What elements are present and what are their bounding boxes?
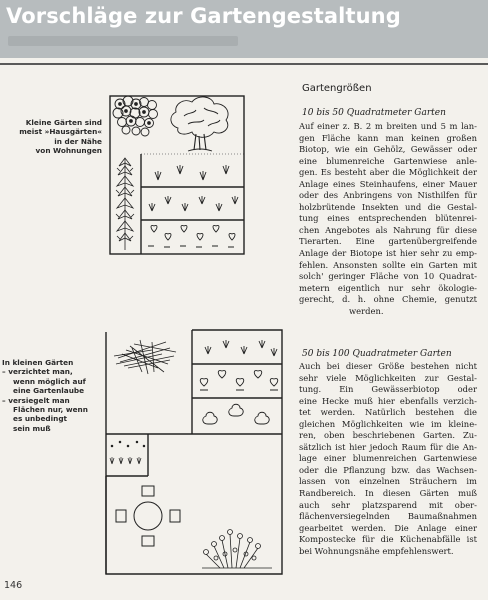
section-heading: Gartengrößen bbox=[302, 83, 372, 94]
text-line: oder die Pflanzung bzw. das Wachsen- bbox=[299, 464, 477, 475]
plant-row-seedlings-icon bbox=[149, 196, 238, 211]
caption-line: – versiegelt man bbox=[2, 395, 70, 405]
body-text-section-1 bbox=[299, 121, 477, 317]
caption-line: – verzichtet man, bbox=[2, 367, 73, 377]
caption-line: von Wohnungen bbox=[35, 146, 102, 156]
text-line: tung eines entsprechenden blütenrei- bbox=[299, 213, 477, 224]
page-title: Vorschläge zur Gartengestaltung bbox=[6, 4, 401, 28]
plant-bed-shrubs-icon bbox=[203, 404, 269, 424]
caption-line: in der Nähe bbox=[54, 136, 102, 146]
text-line: Kompostecke für die Küchenabfälle ist bbox=[299, 534, 477, 545]
text-line: Anlage der Biotope ist hier sehr zu emp- bbox=[299, 248, 477, 259]
plant-bed-leaves-icon bbox=[200, 371, 278, 390]
shrub-cluster-icon bbox=[113, 96, 158, 136]
text-line: Randbereich. In diesen Gärten muß bbox=[299, 488, 477, 499]
text-line: gerecht, d. h. ohne Chemie, genutzt bbox=[299, 294, 477, 305]
text-line: sätzlich ist hier jedoch Raum für die An- bbox=[299, 441, 477, 452]
table-with-stools-icon bbox=[116, 486, 180, 546]
caption-line: es unbedingt bbox=[13, 414, 68, 424]
header-band bbox=[0, 0, 488, 58]
text-line: lassen von einzelnen Sträuchern im bbox=[299, 476, 477, 487]
text-line: tung. Ein Gewässerbiotop oder bbox=[299, 384, 477, 395]
text-line: gleichen Möglichkeiten wie im kleine- bbox=[299, 418, 477, 429]
text-line: Tierarten. Eine gartenübergreifende bbox=[299, 236, 477, 247]
text-line: Biotop, wie ein Gehölz, Gewässer oder bbox=[299, 144, 477, 155]
text-line: Auf einer z. B. 2 m breiten und 5 m lan- bbox=[299, 121, 477, 131]
plant-row-sprouts-icon bbox=[155, 165, 229, 180]
caption-line: meist »Hausgärten« bbox=[19, 127, 102, 137]
header-shadow-text bbox=[8, 36, 238, 46]
text-line: Anlage eines Steinhaufens, einer Mauer bbox=[299, 178, 477, 189]
plant-bed-sprouts-icon bbox=[205, 340, 277, 356]
text-line: holzbrütende Insekten und die Gestal- bbox=[299, 201, 477, 212]
flower-meadow-icon bbox=[110, 441, 145, 464]
garden-plan-small-illustration bbox=[108, 90, 246, 257]
text-line: lage einer blumenreichen Gartenwiese bbox=[299, 453, 477, 464]
sidebar-caption-small-gardens bbox=[6, 118, 102, 156]
text-line: auch sehr platzsparend mit ober- bbox=[299, 499, 477, 510]
text-line: werden. bbox=[349, 305, 384, 316]
text-line: sehr viele Möglichkeiten zur Gestal- bbox=[299, 372, 477, 383]
caption-line: Flächen nur, wenn bbox=[13, 405, 88, 415]
hedge-icon bbox=[116, 158, 134, 250]
subheading-10-50: 10 bis 50 Quadratmeter Garten bbox=[302, 108, 446, 118]
header-rule bbox=[0, 63, 488, 65]
sidebar-caption-tips bbox=[2, 358, 94, 433]
plant-row-leaves-icon bbox=[148, 225, 235, 247]
text-line: metern eigentlich nur sehr ökologie- bbox=[299, 282, 477, 293]
text-line: gen. Es besteht aber die Möglichkeit der bbox=[299, 167, 477, 178]
text-line: Auch bei dieser Größe bestehen nicht bbox=[299, 361, 477, 371]
text-line: eine Hecke muß hier ebenfalls verzich- bbox=[299, 395, 477, 406]
text-line: eine blumenreiche Gartenwiese anle- bbox=[299, 155, 477, 166]
caption-line: eine Gartenlaube bbox=[13, 386, 85, 396]
caption-line: In kleinen Gärten bbox=[2, 358, 74, 367]
page-number: 146 bbox=[4, 580, 23, 591]
text-line: tet werden. Natürlich bestehen die bbox=[299, 407, 477, 418]
caption-line: sein muß bbox=[13, 423, 51, 433]
text-line: gen Fläche kann man keinen großen bbox=[299, 132, 477, 143]
text-line: flächenversiegelnden Baumaßnahmen bbox=[299, 511, 477, 522]
text-line: oder des Anbringens von Nisthilfen für bbox=[299, 190, 477, 201]
subheading-50-100: 50 bis 100 Quadratmeter Garten bbox=[302, 349, 452, 359]
text-line: ren, oben beschriebenen Garten. Zu- bbox=[299, 430, 477, 441]
flowering-shrub-icon bbox=[202, 530, 272, 569]
caption-line: Kleine Gärten sind bbox=[25, 118, 102, 127]
caption-line: wenn möglich auf bbox=[13, 376, 86, 386]
tree-icon bbox=[171, 97, 228, 151]
text-line: fehlen. Ansonsten sollte ein Garten mit bbox=[299, 259, 477, 270]
garden-plan-medium-illustration bbox=[104, 328, 284, 578]
text-line: bei Wohnungsnähe empfehlenswert. bbox=[299, 545, 454, 556]
body-text-section-2 bbox=[299, 361, 477, 557]
text-line: gearbeitet werden. Die Anlage einer bbox=[299, 522, 477, 533]
brushwood-pile-icon bbox=[114, 340, 176, 374]
text-line: solch' geringer Fläche von 10 Quadrat- bbox=[299, 271, 477, 282]
text-line: chen Angebotes als Nahrung für diese bbox=[299, 224, 477, 235]
